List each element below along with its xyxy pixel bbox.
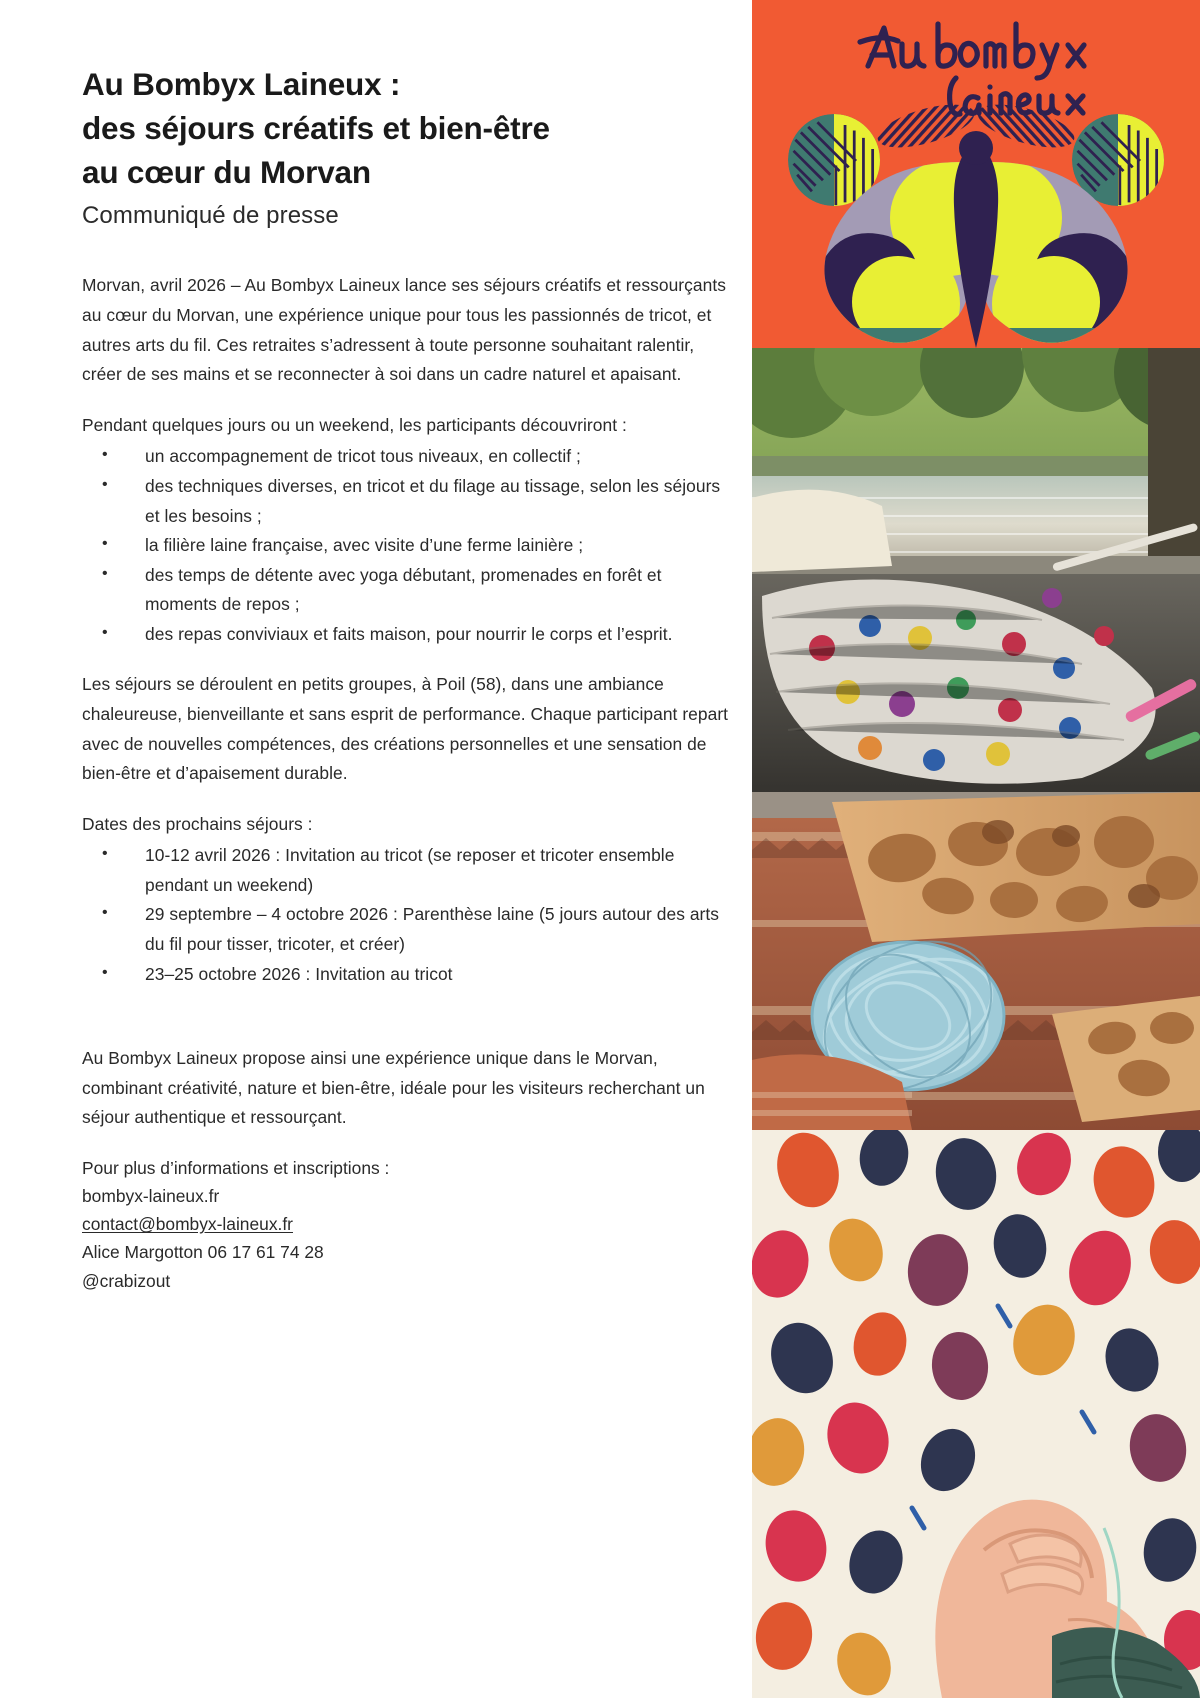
contact-email[interactable]: contact@bombyx-laineux.fr bbox=[82, 1214, 293, 1235]
contact-lead: Pour plus d’informations et inscriptions : bbox=[82, 1157, 390, 1178]
list-item: • la filière laine française, avec visite d’une ferme lainière ; bbox=[82, 531, 732, 561]
dates-list bbox=[82, 841, 732, 989]
section-spacer bbox=[82, 1010, 732, 1044]
list-item: • des repas conviviaux et faits maison, pour nourrir le corps et l’esprit. bbox=[82, 620, 732, 650]
contact-website[interactable]: bombyx-laineux.fr bbox=[82, 1186, 220, 1207]
bombyx-moth-icon bbox=[776, 96, 1176, 348]
closing-paragraph: Au Bombyx Laineux propose ainsi une expérience unique dans le Morvan, combinant créativité, nature et bien-être, idéale pour les visiteurs recherchant un séjour authentique et ressourçant. bbox=[82, 1048, 705, 1128]
page-title-line-1: Au Bombyx Laineux : bbox=[82, 66, 401, 102]
photo-knitting-by-the-lake bbox=[752, 348, 1200, 792]
page-title bbox=[82, 62, 732, 194]
intro-paragraph: Morvan, avril 2026 – Au Bombyx Laineux lance ses séjours créatifs et ressourçants au cœur du Morvan, une expérience unique pour tous les passionnés de tricot, et autres arts du fil. Ces retraites s’adressent à toute personne souhaitant ralentir, créer de ses mains et se reconnecter à soi dans un cadre naturel et apaisant. bbox=[82, 275, 726, 385]
page-title-line-2: des séjours créatifs et bien-être bbox=[82, 110, 550, 147]
page-title-line-3: au cœur du Morvan bbox=[82, 154, 371, 191]
page-subtitle: Communiqué de presse bbox=[82, 202, 339, 230]
brand-logo-panel bbox=[752, 0, 1200, 348]
dates-lead: Dates des prochains séjours : bbox=[82, 813, 313, 834]
list-item: • 10-12 avril 2026 : Invitation au tricot (se reposer et tricoter ensemble pendant un weekend) bbox=[82, 841, 732, 900]
list-item: • des temps de détente avec yoga débutant, promenades en forêt et moments de repos ; bbox=[82, 561, 732, 620]
list-item: • un accompagnement de tricot tous niveaux, en collectif ; bbox=[82, 442, 732, 472]
contact-social-handle[interactable]: @crabizout bbox=[82, 1270, 171, 1291]
activities-list bbox=[82, 442, 732, 649]
contact-block bbox=[82, 1154, 732, 1295]
media-column bbox=[752, 0, 1200, 1698]
list-item: • des techniques diverses, en tricot et du filage au tissage, selon les séjours et les besoins ; bbox=[82, 472, 732, 531]
list-item: • 23–25 octobre 2026 : Invitation au tricot bbox=[82, 960, 732, 990]
article-text-column bbox=[82, 0, 732, 1295]
activities-lead: Pendant quelques jours ou un weekend, les participants découvriront : bbox=[82, 414, 627, 435]
contact-person-phone: Alice Margotton 06 17 61 74 28 bbox=[82, 1242, 324, 1263]
list-item: • 29 septembre – 4 octobre 2026 : Parenthèse laine (5 jours autour des arts du fil pour tisser, tricoter, et créer) bbox=[82, 900, 732, 959]
photo-yarn-and-wooden-board bbox=[752, 792, 1200, 1130]
photo-hands-knitting bbox=[752, 1130, 1200, 1698]
location-paragraph: Les séjours se déroulent en petits groupes, à Poil (58), dans une ambiance chaleureuse, bienveillante et sans esprit de performance. Chaque participant repart avec de nouvelles compétences, des créations personnelles et une sensation de bien-être et d’apaisement durable. bbox=[82, 674, 729, 784]
